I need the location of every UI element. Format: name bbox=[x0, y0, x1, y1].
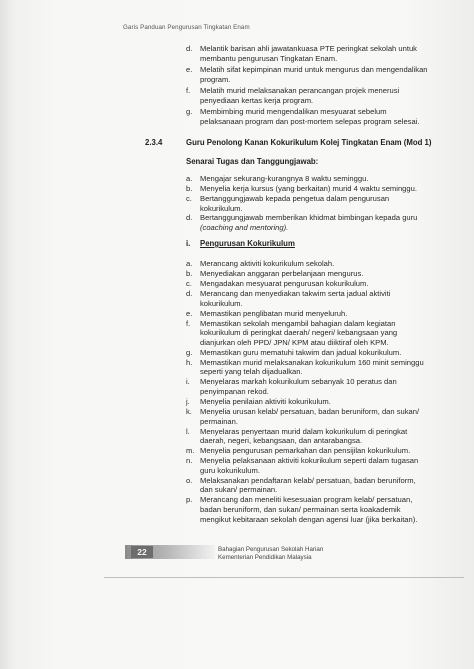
list-line: Memastikan guru mematuhi takwim dan jadual kokurikulum. bbox=[200, 347, 402, 357]
list-marker: m. bbox=[186, 446, 195, 456]
list-marker: n. bbox=[186, 456, 193, 466]
list-line: Merancang aktiviti kokurikulum sekolah. bbox=[200, 259, 335, 268]
list-marker: p. bbox=[186, 495, 193, 505]
list-marker: d. bbox=[186, 213, 193, 222]
bottom-rule bbox=[104, 577, 464, 578]
list-line: (coaching and mentoring). bbox=[200, 222, 289, 232]
list-marker: d. bbox=[186, 289, 193, 298]
list-line: Bertanggungjawab kepada pengetua dalam pengurusan bbox=[200, 194, 390, 203]
list-marker: e. bbox=[186, 308, 193, 318]
list-line: mengikut kebitaraan sekolah dengan agensi luar (jika berkaitan). bbox=[200, 514, 418, 524]
list-line: Melantik barisan ahli jawatankuasa PTE peringkat sekolah untuk bbox=[200, 44, 417, 53]
list-line: Melaksanakan pendaftaran kelab/ persatuan, badan beruniform, bbox=[200, 475, 416, 485]
footer-line: Bahagian Pengurusan Sekolah Harian bbox=[218, 546, 324, 553]
list-line: Menyelia urusan kelab/ persatuan, badan beruniform, dan sukan/ bbox=[200, 407, 420, 416]
list-line: Melatih sifat kepimpinan murid untuk mengurus dan mengendalikan bbox=[200, 65, 428, 74]
list-marker: k. bbox=[186, 407, 192, 416]
list-marker: g. bbox=[186, 347, 193, 357]
page-edge-shadow bbox=[0, 0, 14, 669]
list-line: permainan. bbox=[200, 416, 238, 426]
part-marker: i. bbox=[186, 239, 191, 248]
list-marker: f. bbox=[186, 318, 191, 328]
list-line: Menyelia pengurusan pemarkahan dan pensijilan kokurikulum. bbox=[200, 446, 411, 456]
list-line: kokurikulum. bbox=[200, 203, 243, 213]
list-line: Merancang dan menyediakan takwim serta jadual aktiviti bbox=[200, 289, 391, 298]
footer-text bbox=[218, 546, 323, 562]
list-line: Mengajar sekurang-kurangnya 8 waktu seminggu. bbox=[200, 174, 369, 183]
list-line: Merancang dan meneliti kesesuaian program kelab/ persatuan, bbox=[200, 495, 413, 505]
list-line: Bertanggungjawab memberikan khidmat bimbingan kepada guru bbox=[200, 213, 418, 222]
list-marker: o. bbox=[186, 475, 193, 485]
section-number: 2.3.4 bbox=[145, 138, 163, 147]
list-marker: b. bbox=[186, 269, 193, 278]
list-marker: h. bbox=[186, 357, 193, 367]
list-marker: d. bbox=[186, 44, 193, 53]
list-line: Memastikan sekolah mengambil bahagian dalam kegiatan bbox=[200, 318, 396, 328]
list-line: Membimbing murid mengendalikan mesyuarat sebelum bbox=[200, 107, 387, 116]
list-marker: g. bbox=[186, 107, 193, 116]
list-line: Melatih murid melaksanakan perancangan projek menerusi bbox=[200, 86, 400, 95]
list-line: guru kokurikulum. bbox=[200, 465, 260, 475]
list-marker: i. bbox=[186, 377, 190, 387]
list-line: Memastikan penglibatan murid menyeluruh. bbox=[200, 308, 348, 318]
list-marker: e. bbox=[186, 65, 193, 74]
running-header: Garis Panduan Pengurusan Tingkatan Enam bbox=[123, 24, 250, 31]
subheading: Senarai Tugas dan Tanggungjawab: bbox=[186, 157, 319, 166]
list-marker: a. bbox=[186, 259, 193, 268]
list-line: badan beruniform, dan sukan/ permainan serta koakademik bbox=[200, 504, 401, 514]
section-heading bbox=[145, 138, 431, 147]
list-line: penyediaan kertas kerja program. bbox=[200, 95, 314, 105]
list-line: membantu pengurusan Tingkatan Enam. bbox=[200, 53, 338, 63]
list-marker: f. bbox=[186, 86, 191, 95]
list-marker: c. bbox=[186, 279, 192, 288]
list-line: dan sukan/ permainan. bbox=[200, 485, 278, 495]
list-line: Menyelia pelaksanaan aktiviti kokurikulum seperti dalam tugasan bbox=[200, 456, 419, 466]
list-marker: l. bbox=[186, 426, 190, 436]
footer-line: Kementerian Pendidikan Malaysia bbox=[218, 554, 312, 561]
list-line: penyimpanan rekod. bbox=[200, 386, 269, 396]
list-line: pelaksanaan program dan post-mortem selepas program selesai. bbox=[200, 116, 420, 126]
list-line: Memastikan murid melaksanakan kokurikulum 160 minit seminggu bbox=[200, 357, 424, 367]
list-line: Menyediakan anggaran perbelanjaan mengurus. bbox=[200, 269, 364, 278]
list-line: Menyelia penilaian aktiviti kokurikulum. bbox=[200, 397, 331, 406]
list-line: program. bbox=[200, 74, 231, 84]
list-line: kokurikulum di peringkat daerah/ negeri/ kebangsaan yang bbox=[200, 328, 398, 338]
part-title: Pengurusan Kokurikulum bbox=[200, 239, 295, 248]
list-line: Menyelaras penyertaan murid dalam kokurikulum di peringkat bbox=[200, 426, 408, 436]
list-line: Menyelaras markah kokurikulum sebanyak 10 peratus dan bbox=[200, 377, 397, 387]
page-number: 22 bbox=[131, 546, 153, 558]
list-line: dianjurkan oleh PPD/ JPN/ KPM atau diiktiraf oleh KPM. bbox=[200, 337, 389, 347]
list-line: Menyelia kerja kursus (yang berkaitan) murid 4 waktu seminggu. bbox=[200, 184, 417, 193]
part-heading bbox=[186, 239, 295, 248]
list-marker: c. bbox=[186, 194, 192, 203]
section-title: Guru Penolong Kanan Kokurikulum Kolej Tingkatan Enam (Mod 1) bbox=[186, 138, 432, 147]
list-marker: a. bbox=[186, 174, 193, 183]
list-line: daerah, negeri, kebangsaan, dan antarabangsa. bbox=[200, 436, 363, 446]
list-marker: j. bbox=[186, 397, 190, 406]
list-line: Mengadakan mesyuarat pengurusan kokurikulum. bbox=[200, 279, 369, 288]
list-line: seperti yang telah dijadualkan. bbox=[200, 367, 303, 377]
list-line: kokurikulum. bbox=[200, 298, 243, 308]
list-marker: b. bbox=[186, 184, 193, 193]
